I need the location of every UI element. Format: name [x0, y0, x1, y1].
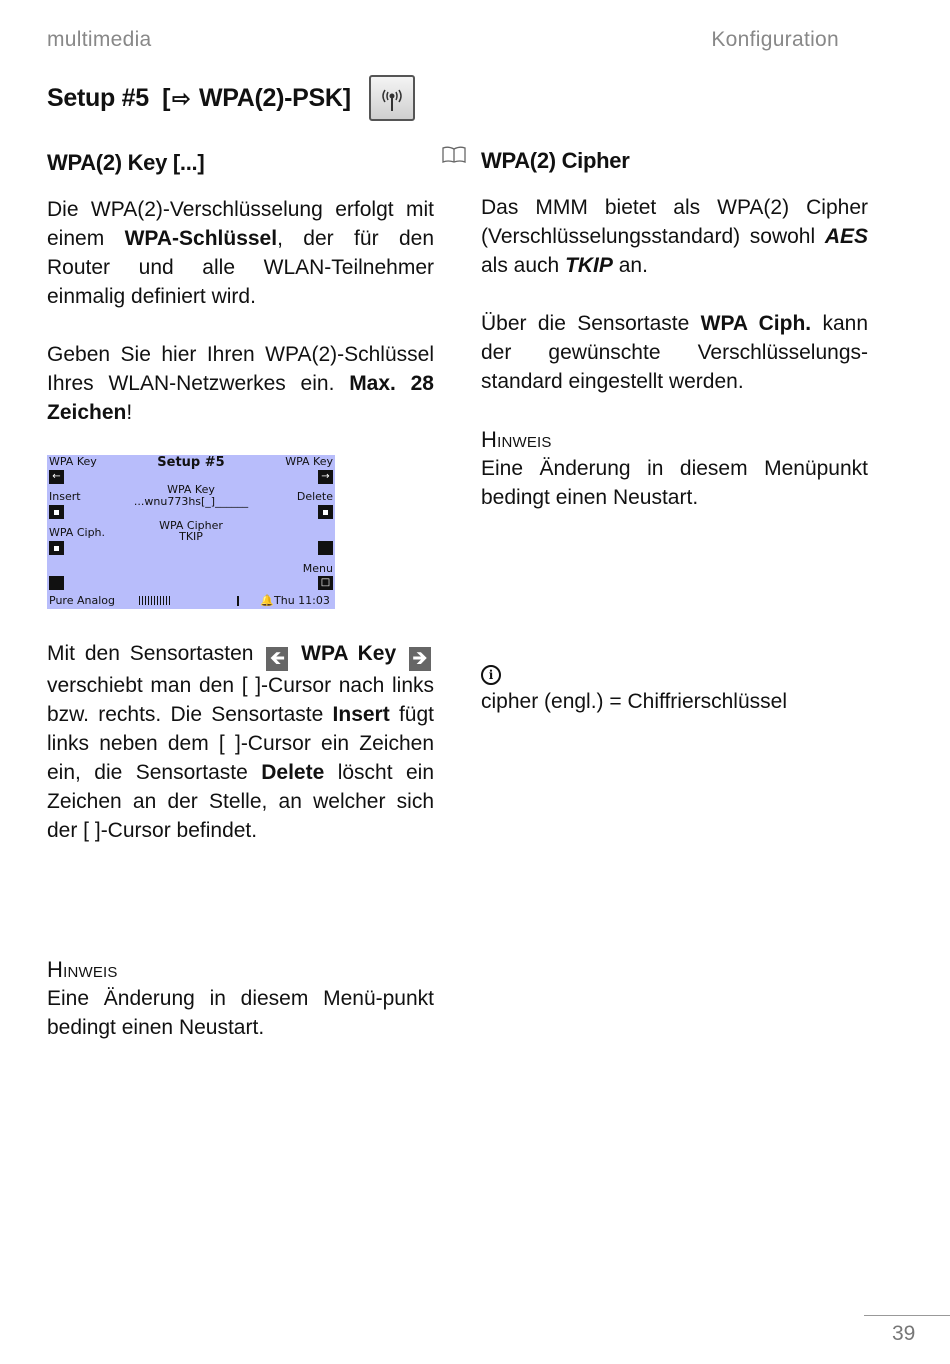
text-run: , der für den Router und alle WLAN-Teilnehmer einmalig definiert wird.: [47, 227, 434, 308]
hinweis-heading-left: Hinweis: [47, 957, 118, 982]
text-run: Die WPA(2)-Verschlüsselung erfolgt mit einem: [47, 198, 434, 250]
insert-term: Insert: [332, 703, 390, 726]
title-target: WPA(2)-PSK]: [198, 83, 351, 112]
text-run: Geben Sie hier Ihren WPA(2)-Schlüssel Ihres WLAN-Netzwerkes ein.: [47, 343, 434, 395]
wpa-ciph-term: WPA Ciph.: [700, 312, 812, 335]
lcd-field-value: ...wnu773hs[_]______: [133, 495, 249, 508]
aes-term: AES: [824, 225, 868, 248]
lcd-label-wpa-ciph: WPA Ciph.: [49, 526, 106, 539]
sensor-keys-paragraph: [47, 639, 434, 845]
wpa-key-heading: WPA(2) Key [...]: [47, 150, 205, 175]
hinweis-text-left: Eine Änderung in diesem Menü-punkt bedingt einen Neustart.: [47, 987, 434, 1039]
lcd-arrow-left-icon: ←: [49, 470, 64, 484]
text-run: als auch: [481, 254, 566, 277]
lcd-label-delete: Delete: [296, 490, 333, 503]
cipher-paragraph-2: [481, 309, 868, 396]
title-bracket: [: [162, 83, 171, 112]
lcd-label-menu: Menu: [302, 562, 333, 575]
info-icon: i: [481, 665, 501, 685]
arrow-right-key-icon: 🡺: [409, 647, 431, 671]
lcd-blank-left-button-icon: [49, 576, 64, 590]
right-column: [481, 146, 868, 716]
text-run: Über die Sensortaste: [481, 312, 701, 335]
lcd-cipher-label: WPA Cipher: [159, 519, 223, 532]
section-title: [47, 84, 351, 113]
lcd-label-insert: Insert: [49, 490, 81, 503]
lcd-label-wpa-key-right: WPA Key: [285, 455, 333, 468]
lcd-blank-button-icon: [318, 541, 333, 555]
text-run: kann der gewünschte Verschlüsselungs-standard eingestellt werden.: [481, 312, 869, 393]
max-chars-note: Max. 28 Zeichen: [47, 372, 434, 424]
wifi-antenna-icon: [369, 75, 415, 121]
wpa-key-paragraph-2: [47, 340, 434, 427]
page-number: 39: [892, 1322, 916, 1345]
lcd-bell-icon: 🔔: [260, 594, 274, 607]
delete-term: Delete: [261, 761, 325, 784]
text-run: verschiebt man den [ ]-Cursor nach links bzw. rechts. Die Sensortaste: [47, 674, 434, 726]
text-run: fügt links neben dem [ ]-Cursor ein Zeichen ein, die Sensortaste: [47, 703, 434, 784]
footer-divider: [864, 1315, 950, 1316]
wpa-key-term: WPA Key: [301, 642, 397, 665]
wpa-cipher-heading: WPA(2) Cipher: [481, 148, 630, 173]
lcd-field-label: WPA Key: [167, 483, 215, 496]
hinweis-heading-right: Hinweis: [481, 427, 552, 452]
arrow-right-icon: ⇨: [172, 85, 191, 111]
section-title-row: [47, 74, 415, 122]
lcd-screen: [47, 455, 335, 609]
text-run: Mit den Sensortasten: [47, 642, 264, 665]
lcd-insert-button-icon: [49, 505, 64, 519]
lcd-separator: [237, 596, 239, 606]
book-icon: [441, 145, 467, 170]
tkip-term: TKIP: [565, 254, 613, 277]
arrow-left-key-icon: 🡸: [266, 647, 288, 671]
cipher-paragraph-1: [481, 193, 868, 280]
lcd-time: Thu 11:03: [274, 594, 330, 607]
lcd-label-wpa-key-left: WPA Key: [49, 455, 97, 468]
running-header-right: Konfiguration: [711, 28, 839, 51]
text-run: Das MMM bietet als WPA(2) Cipher (Verschlüsselungsstandard) sowohl: [481, 196, 868, 248]
text-run: an.: [612, 254, 648, 277]
title-prefix: Setup #5: [47, 83, 149, 112]
hinweis-text-right: Eine Änderung in diesem Menüpunkt bedingt einen Neustart.: [481, 457, 868, 509]
text-run: !: [126, 401, 133, 424]
lcd-delete-button-icon: [318, 505, 333, 519]
wpa-schluessel-term: WPA-Schlüssel: [124, 227, 278, 250]
lcd-menu-button-icon: □: [318, 576, 333, 590]
lcd-cipher-value: TKIP: [179, 530, 203, 543]
lcd-wpa-ciph-button-icon: [49, 541, 64, 555]
left-column: [47, 148, 434, 1042]
lcd-arrow-right-icon: →: [318, 470, 333, 484]
text-run: löscht ein Zeichen an der Stelle, an welcher sich der [ ]-Cursor befindet.: [47, 761, 434, 842]
lcd-source: Pure Analog: [49, 594, 115, 607]
cipher-definition: cipher (engl.) = Chiffrierschlüssel: [481, 690, 787, 713]
running-header-left: multimedia: [47, 28, 152, 51]
wpa-key-paragraph-1: [47, 195, 434, 311]
lcd-title: Setup #5: [157, 455, 225, 470]
lcd-level-meter-icon: [139, 596, 171, 605]
